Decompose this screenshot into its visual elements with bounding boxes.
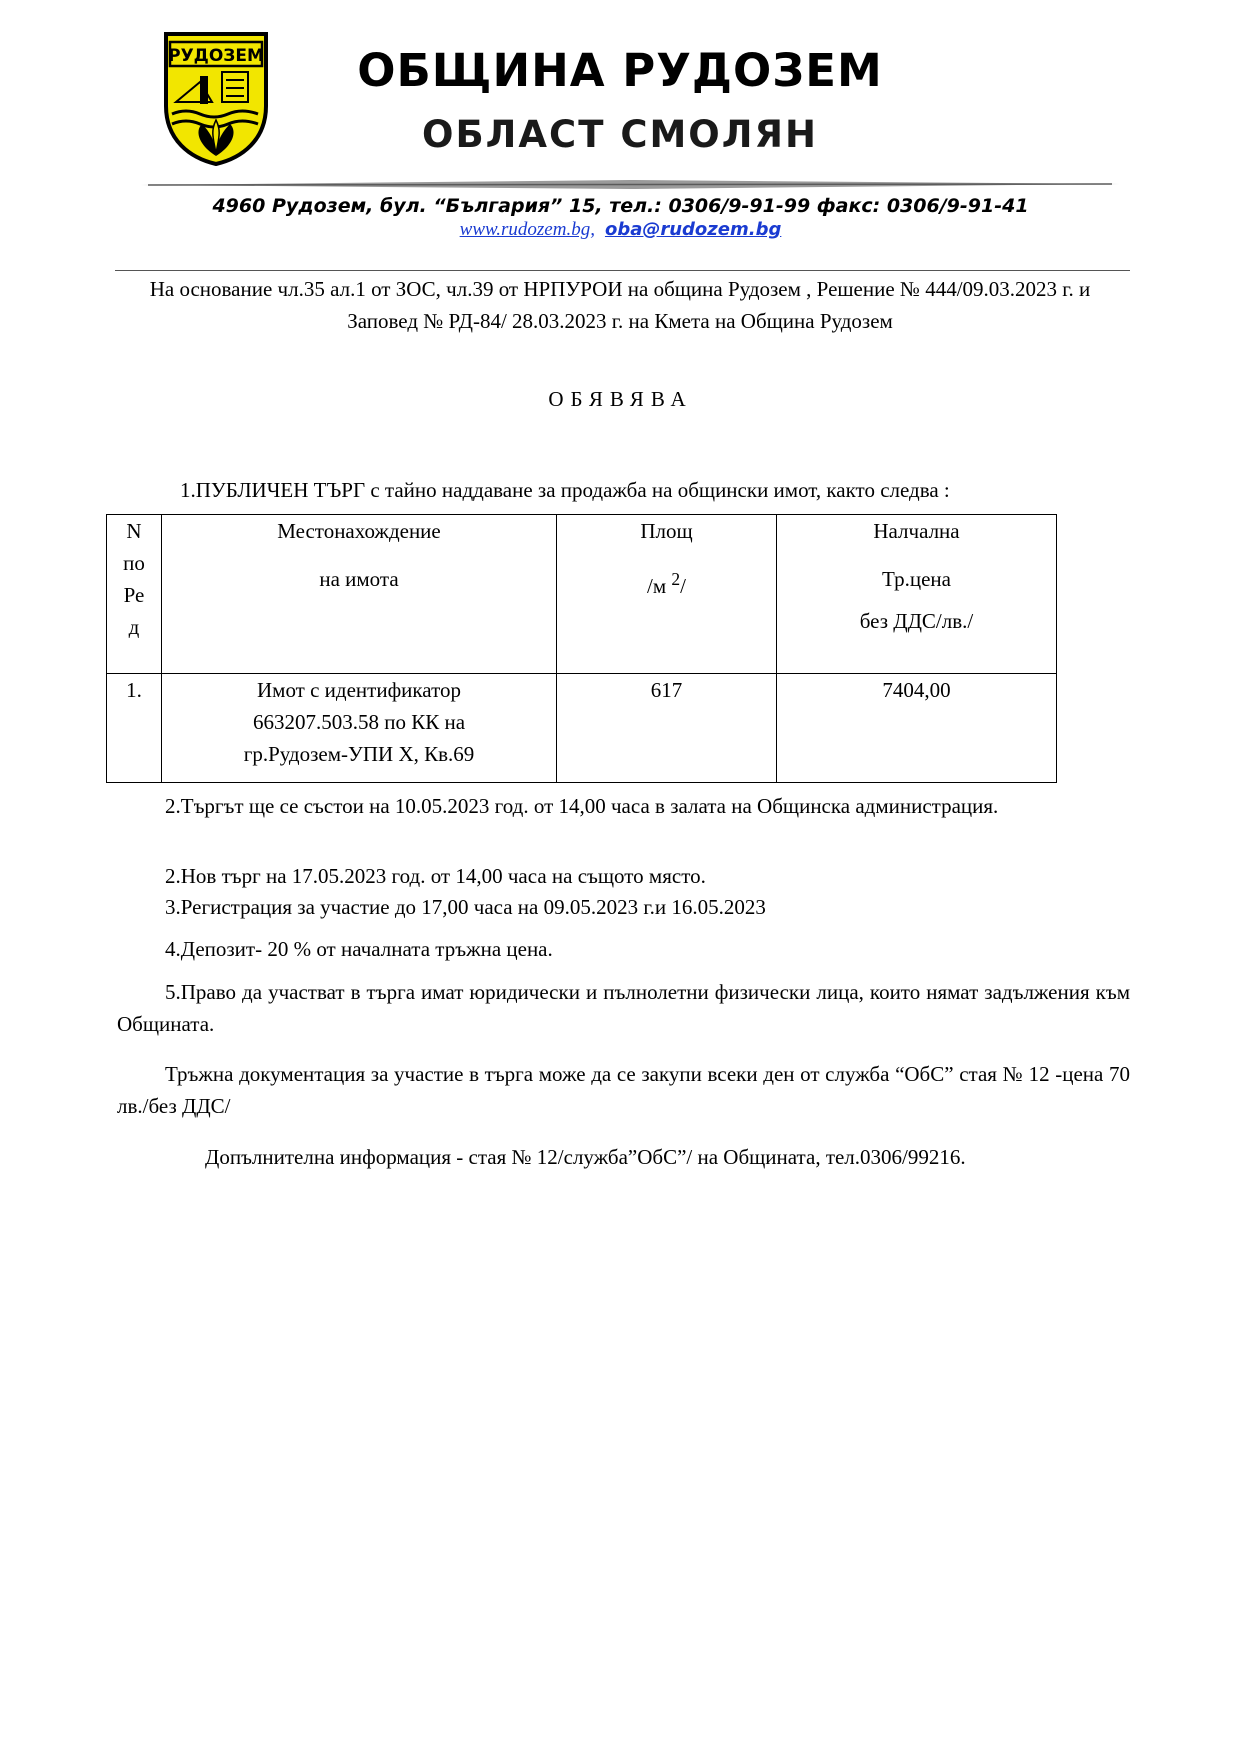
announcement-heading: ОБЯВЯВА bbox=[548, 387, 693, 411]
letterhead-divider bbox=[140, 178, 1120, 190]
header-starting-price: Налчална Тр.цена без ДДС/лв./ bbox=[777, 515, 1057, 674]
body-divider bbox=[115, 270, 1130, 271]
additional-info-paragraph: Допълнителна информация - стая № 12/служба”ОбС”/ на Общината, тел.0306/99216. bbox=[205, 1145, 966, 1169]
table-row bbox=[107, 674, 1057, 783]
row-area-cell: 617 bbox=[557, 674, 777, 783]
header-row-number: N по Ре д bbox=[107, 515, 162, 674]
header-location: Местонахождение на имота bbox=[162, 515, 557, 674]
auction-date-paragraph: 2.Търгът ще се състои на 10.05.2023 год. от 14,00 часа в залата на Общинска администрация. bbox=[165, 794, 999, 818]
address-contact-line: 4960 Рудозем, бул. “България” 15, тел.: 0306/9-91-99 факс: 0306/9-91-41 bbox=[212, 195, 1029, 217]
organization-region: ОБЛАСТ СМОЛЯН bbox=[422, 113, 818, 156]
row-location-cell: Имот с идентификатор 663207.503.58 по КК на гр.Рудозем-УПИ Х, Кв.69 bbox=[162, 674, 557, 783]
row-number-cell: 1. bbox=[107, 674, 162, 783]
legal-basis-text: На основание чл.35 ал.1 от ЗОС, чл.39 от НРПУРОИ на община Рудозем , Решение № 444/09.03.2023 г. и Заповед № РД-84/ 28.03.2023 г. на Кмета на Община Рудозем bbox=[149, 277, 1091, 333]
registration-paragraph: 3.Регистрация за участие до 17,00 часа на 09.05.2023 г.и 16.05.2023 bbox=[165, 895, 766, 919]
property-auction-table bbox=[106, 514, 1057, 783]
header-area: Площ /м $^2$/ bbox=[557, 515, 777, 674]
auction-item-intro: 1.ПУБЛИЧЕН ТЪРГ с тайно наддаване за продажба на общински имот, както следва : bbox=[180, 478, 950, 502]
row-price-cell: 7404,00 bbox=[777, 674, 1057, 783]
svg-text:РУДОЗЕМ: РУДОЗЕМ bbox=[168, 46, 264, 66]
eligibility-paragraph: 5.Право да участват в търга имат юридически и пълнолетни физически лица, които нямат задължения към Общината. bbox=[117, 980, 1130, 1036]
table-header-row bbox=[107, 515, 1057, 674]
organization-name: ОБЩИНА РУДОЗЕМ bbox=[357, 44, 883, 97]
documentation-paragraph: Тръжна документация за участие в търга може да се закупи всеки ден от служба “ОбС” стая № 12 -цена 70 лв./без ДДС/ bbox=[117, 1062, 1130, 1118]
website-link[interactable]: www.rudozem.bg, bbox=[459, 219, 595, 240]
web-contact-line bbox=[0, 219, 1241, 242]
deposit-paragraph: 4.Депозит- 20 % от началната тръжна цена. bbox=[165, 937, 553, 961]
new-auction-paragraph: 2.Нов търг на 17.05.2023 год. от 14,00 часа на същото място. bbox=[165, 864, 706, 888]
municipality-crest-logo bbox=[160, 28, 272, 168]
email-link[interactable]: oba@rudozem.bg bbox=[604, 219, 782, 240]
